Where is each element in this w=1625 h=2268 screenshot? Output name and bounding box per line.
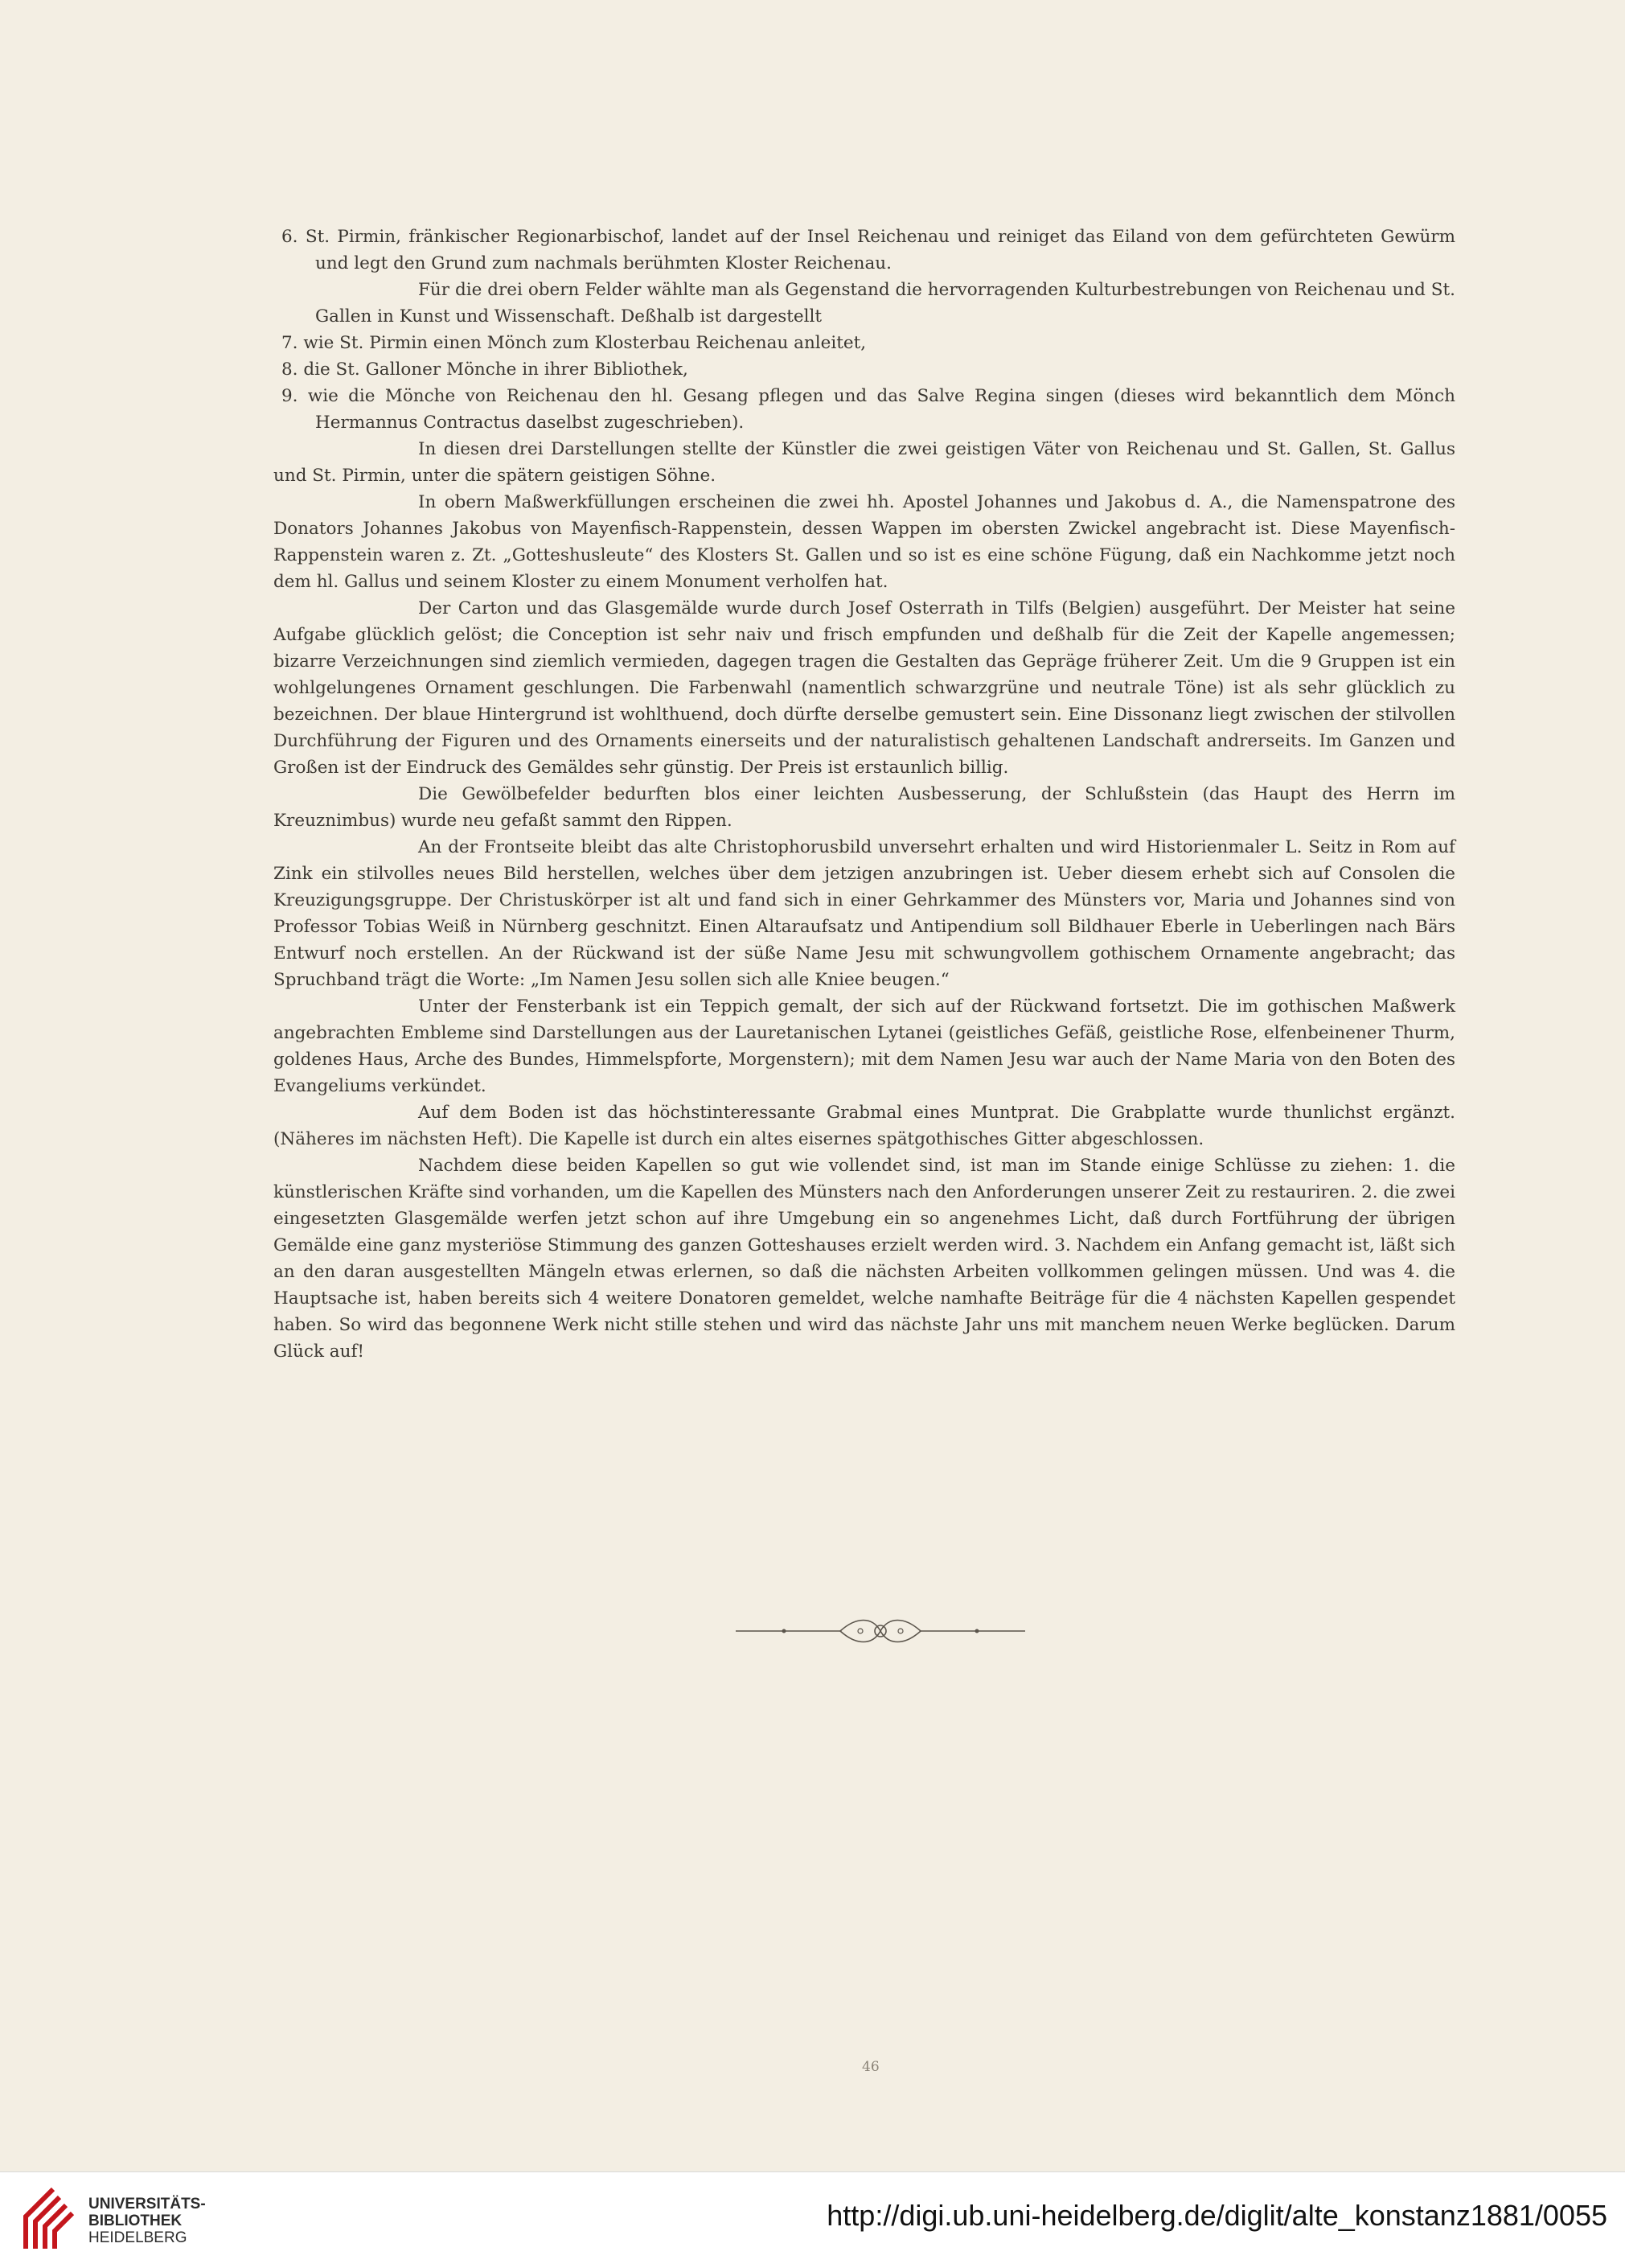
- library-name-line-2: BIBLIOTHEK: [88, 2213, 183, 2229]
- body-paragraph: In diesen drei Darstellungen stellte der Künstler die zwei geistigen Väter von Reichenau und St. Gallen, St. Gallus und St. Pirmin, unter die spätern geistigen Söhne.: [273, 439, 1455, 486]
- body-paragraph: Der Carton und das Glasgemälde wurde durch Josef Osterrath in Tilfs (Belgien) ausgeführt. Der Meister hat seine Aufgabe glücklich gelöst; die Conception ist sehr naiv und frisch empfunden und deßhalb für die Zeit der Kapelle angemessen; bizarre Verzeichnungen sind ziemlich vermieden, dagegen tragen die Gestalten das Gepräge früherer Zeit. Um die 9 Gruppen ist ein wohlgelungenes Ornament geschlungen. Die Farbenwahl (namentlich schwarzgrüne und neutrale Töne) ist als sehr glücklich zu bezeichnen. Der blaue Hintergrund ist wohlthuend, doch dürfte derselbe gemustert sein. Eine Dissonanz liegt zwischen der stilvollen Durchführung der Figuren und des Ornaments einerseits und der naturalistisch gehaltenen Landschaft andrerseits. Im Ganzen und Großen ist der Eindruck des Gemäldes sehr günstig. Der Preis ist erstaunlich billig.: [273, 598, 1455, 778]
- body-paragraph: 7. wie St. Pirmin einen Mönch zum Klosterbau Reichenau anleitet,: [281, 333, 867, 353]
- permalink-url[interactable]: http://digi.ub.uni-heidelberg.de/diglit/alte_konstanz1881/0055: [827, 2199, 1607, 2232]
- library-name-line-3: HEIDELBERG: [88, 2229, 187, 2246]
- library-name[interactable]: [88, 2196, 206, 2246]
- body-paragraph: Nachdem diese beiden Kapellen so gut wie vollendet sind, ist man im Stande einige Schlüsse zu ziehen: 1. die künstlerischen Kräfte sind vorhanden, um die Kapellen des Münsters nach den Anforderungen unserer Zeit zu restauriren. 2. die zwei eingesetzten Glasgemälde werfen jetzt schon auf ihre Umgebung ein so angenehmes Licht, daß durch Fortführung der übrigen Gemälde eine ganz mysteriöse Stimmung des ganzen Gotteshauses erzielt werden wird. 3. Nachdem ein Anfang gemacht ist, läßt sich an den daran ausgestellten Mängeln etwas erlernen, so daß die nächsten Arbeiten vollkommen gelingen müssen. Und was 4. die Hauptsache ist, haben bereits sich 4 weitere Donatoren gemeldet, welche namhafte Beiträge für die 4 nächsten Kapellen gespendet haben. So wird das begonnene Werk nicht stille stehen und wird das nächste Jahr uns mit manchem neuen Werke beglücken. Darum Glück auf!: [273, 1156, 1455, 1362]
- body-paragraph: 8. die St. Galloner Mönche in ihrer Bibliothek,: [281, 360, 688, 380]
- body-paragraph: Für die drei obern Felder wählte man als Gegenstand die hervorragenden Kulturbestrebungen von Reichenau und St. Gallen in Kunst und Wissenschaft. Deßhalb ist dargestellt: [315, 280, 1455, 327]
- body-paragraph: Die Gewölbefelder bedurften blos einer leichten Ausbesserung, der Schlußstein (das Haupt des Herrn im Kreuznimbus) wurde neu gefaßt sammt den Rippen.: [273, 784, 1455, 831]
- body-paragraph: Unter der Fensterbank ist ein Teppich gemalt, der sich auf der Rückwand fortsetzt. Die im gothischen Maßwerk angebrachten Embleme sind Darstellungen aus der Lauretanischen Lytanei (geistliches Gefäß, geistliche Rose, elfenbeinener Thurm, goldenes Haus, Arche des Bundes, Himmelspforte, Morgenstern); mit dem Namen Jesu war auch der Name Maria von den Boten des Evangeliums verkündet.: [273, 996, 1455, 1096]
- page-number: 46: [862, 2059, 880, 2075]
- decorative-divider-ornament: [736, 1613, 1025, 1649]
- body-paragraph: Auf dem Boden ist das höchstinteressante Grabmal eines Muntprat. Die Grabplatte wurde thunlichst ergänzt. (Näheres im nächsten Heft). Die Kapelle ist durch ein altes eisernes spätgothisches Gitter abgeschlossen.: [273, 1103, 1455, 1149]
- library-name-line-1: UNIVERSITÄTS-: [88, 2196, 206, 2213]
- body-paragraph: 9. wie die Mönche von Reichenau den hl. Gesang pflegen und das Salve Regina singen (dieses wird bekanntlich dem Mönch Hermannus Contractus daselbst zugeschrieben).: [281, 386, 1455, 433]
- body-paragraph: An der Frontseite bleibt das alte Christophorusbild unversehrt erhalten und wird Historienmaler L. Seitz in Rom auf Zink ein stilvolles neues Bild herstellen, welches über dem jetzigen anzubringen ist. Ueber diesem erhebt sich auf Consolen die Kreuzigungsgruppe. Der Christuskörper ist alt und fand sich in einer Gehrkammer des Münsters vor, Maria und Johannes sind von Professor Tobias Weiß in Nürnberg geschnitzt. Einen Altaraufsatz und Antipendium soll Bildhauer Eberle in Ueberlingen nach Bärs Entwurf noch erstellen. An der Rückwand ist der süße Name Jesu mit schwungvollem gothischem Ornamente angebracht; das Spruchband trägt die Worte: „Im Namen Jesu sollen sich alle Kniee beugen.“: [273, 837, 1455, 990]
- body-paragraph: 6. St. Pirmin, fränkischer Regionarbischof, landet auf der Insel Reichenau und reiniget das Eiland von dem gefürchteten Gewürm und legt den Grund zum nachmals berühmten Kloster Reichenau.: [281, 227, 1455, 273]
- body-text: [273, 224, 1455, 1365]
- university-library-logo-icon[interactable]: [21, 2184, 77, 2254]
- body-paragraph: In obern Maßwerkfüllungen erscheinen die zwei hh. Apostel Johannes und Jakobus d. A., die Namenspatrone des Donators Johannes Jakobus von Mayenfisch-Rappenstein, dessen Wappen im obersten Zwickel angebracht ist. Diese Mayenfisch-Rappenstein waren z. Zt. „Gotteshusleute“ des Klosters St. Gallen und so ist es eine schöne Fügung, daß ein Nachkomme jetzt noch dem hl. Gallus und seinem Kloster zu einem Monument verholfen hat.: [273, 492, 1455, 592]
